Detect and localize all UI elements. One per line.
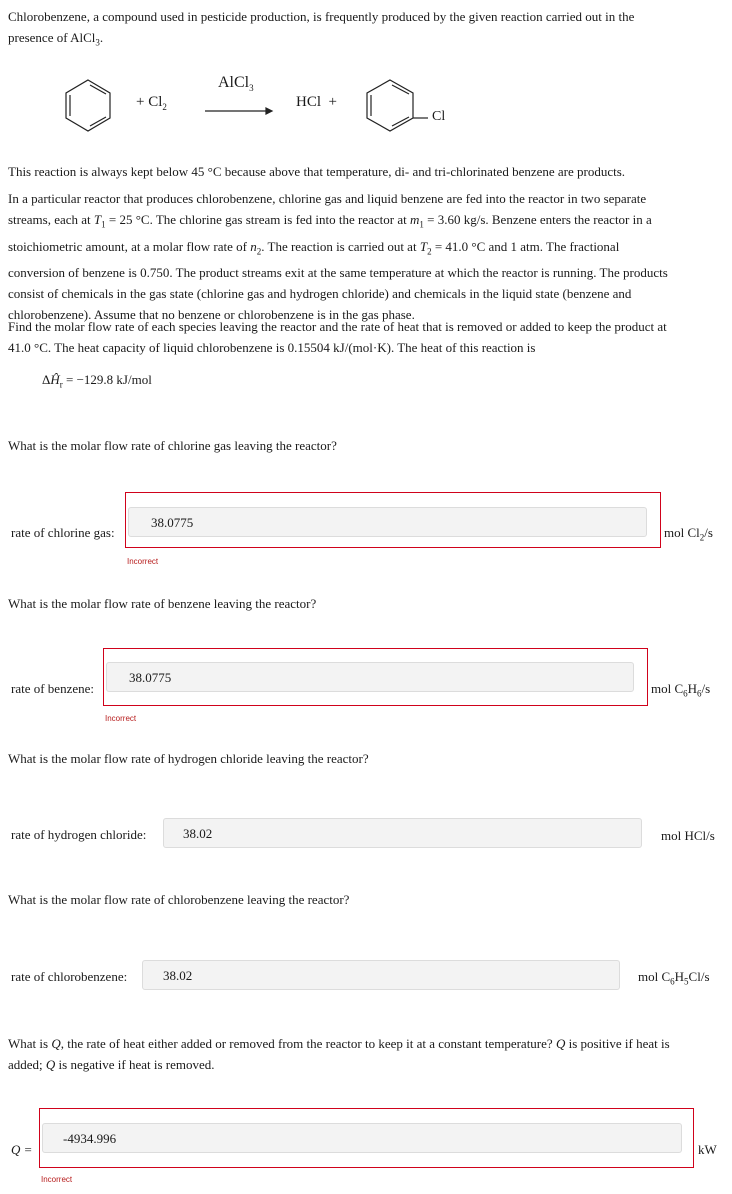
unit-benzene-post: /s [701, 681, 711, 696]
reactant-sub: 2 [162, 102, 167, 112]
benzene-rate-input[interactable]: 38.0775 [106, 662, 634, 692]
intro-line-2: presence of AlCl [8, 30, 96, 45]
unit-heat: kW [698, 1142, 717, 1157]
unit-chlorine-post: /s [704, 525, 713, 540]
temperature-note: This reaction is always kept below 45 °C because above that temperature, di- and tri-chlorinated benzene are products. [8, 164, 626, 179]
problem-line-6: chlorobenzene). Assume that no benzene or chlorobenzene is in the gas phase. [8, 307, 415, 323]
q-text-e: is negative if heat is removed. [55, 1057, 215, 1072]
label-benzene: rate of benzene: [11, 681, 95, 696]
unit-benzene-sub2: 6 [697, 688, 702, 699]
n2-symbol: n [250, 238, 257, 254]
q-symbol: Q [555, 1036, 566, 1051]
q-symbol: Q [51, 1036, 61, 1051]
label-chlorine: rate of chlorine gas: [11, 525, 115, 540]
unit-cb-sub: 6 [670, 976, 675, 987]
problem-line-2b: = 25 °C. The chlorine gas stream is fed into the reactor at [105, 212, 410, 227]
intro-suffix: . [99, 30, 104, 45]
problem-line-4: conversion of benzene is 0.750. The product streams exit at the same temperature at which the reactor is running. The products [8, 265, 668, 281]
unit-benzene-sub: 6 [683, 688, 688, 699]
find-line-2: 41.0 °C. The heat capacity of liquid chlorobenzene is 0.15504 kJ/(mol·K). The heat of this reaction is [8, 340, 536, 355]
problem-line-2c: = 3.60 kg/s. Benzene enters the reactor in a [423, 212, 652, 227]
find-line-1: Find the molar flow rate of each species leaving the reactor and the rate of heat that is removed or added to keep the product at [8, 319, 667, 334]
reaction-drawing [0, 60, 732, 160]
hcl-product: HCl + [296, 94, 337, 110]
intro-line-1: Chlorobenzene, a compound used in pesticide production, is frequently produced by the given reaction carried out in the [8, 9, 635, 24]
problem-paragraph [8, 188, 720, 325]
unit-chlorine [664, 525, 713, 543]
reactant-text: + Cl [136, 94, 163, 110]
label-hcl: rate of hydrogen chloride: [11, 827, 147, 842]
question-chlorine: What is the molar flow rate of chlorine gas leaving the reactor? [8, 438, 337, 453]
heat-rate-input[interactable]: -4934.996 [42, 1123, 682, 1153]
t2-sub: 2 [427, 246, 432, 257]
question-chlorobenzene: What is the molar flow rate of chlorobenzene leaving the reactor? [8, 892, 350, 907]
chlorobenzene-ring-icon [367, 80, 428, 131]
find-paragraph [8, 316, 720, 358]
catalyst-label [218, 74, 254, 93]
problem-line-3a: stoichiometric amount, at a molar flow rate of [8, 238, 251, 254]
status-chlorine: Incorrect [127, 557, 159, 566]
n2-sub: 2 [256, 246, 262, 257]
m1-sub: 1 [419, 219, 424, 230]
chlorine-rate-input[interactable]: 38.0775 [128, 507, 647, 537]
problem-line-3b: . The reaction is carried out at [261, 238, 420, 254]
q-text-c: is positive if heat is [565, 1036, 670, 1051]
r-sub: r [59, 379, 63, 390]
chlorobenzene-rate-input[interactable]: 38.02 [142, 960, 620, 990]
intro-paragraph [8, 6, 720, 54]
problem-line-3c: = 41.0 °C and 1 atm. The fractional [431, 238, 620, 254]
h-hat-symbol: Ĥ [50, 372, 60, 387]
t1-symbol: T [93, 212, 102, 227]
enthalpy-value: = −129.8 kJ/mol [62, 372, 152, 387]
status-benzene: Incorrect [105, 714, 137, 723]
unit-cb-sub2: 5 [684, 976, 689, 987]
unit-chlorobenzene [638, 969, 710, 987]
status-heat: Incorrect [41, 1175, 73, 1184]
q-text-b: , the rate of heat either added or removed from the reactor to keep it at a constant temperature? [60, 1036, 556, 1051]
question-heat [8, 1033, 720, 1075]
unit-chlorine-sub: 2 [699, 532, 705, 543]
unit-hcl: mol HCl/s [661, 828, 715, 843]
t2-symbol: T [419, 238, 428, 254]
problem-line-2a: streams, each at [8, 212, 94, 227]
hcl-rate-input[interactable]: 38.02 [163, 818, 642, 848]
q-text-d: added; [8, 1057, 46, 1072]
label-chlorobenzene: rate of chlorobenzene: [11, 969, 128, 984]
t1-sub: 1 [101, 219, 106, 230]
cl-substituent: Cl [432, 109, 446, 124]
unit-chlorine-pre: mol Cl [664, 525, 700, 540]
m1-symbol: m [409, 212, 420, 227]
unit-benzene [651, 681, 710, 699]
enthalpy-equation: $\Delta Ĥ_r = -129.8$ kJ/mol [42, 372, 152, 390]
intro-sub: 3 [95, 37, 100, 48]
catalyst-text: AlCl [218, 74, 250, 91]
unit-cb-mid: H [674, 969, 685, 984]
problem-line-5: consist of chemicals in the gas state (chlorine gas and hydrogen chloride) and chemicals in the liquid state (benzene and [8, 286, 632, 302]
question-hcl: What is the molar flow rate of hydrogen chloride leaving the reactor? [8, 751, 369, 766]
unit-benzene-pre: mol C [651, 681, 684, 696]
q-text-a: What is [8, 1036, 52, 1051]
catalyst-sub: 3 [249, 83, 254, 94]
q-symbol: Q [45, 1057, 56, 1072]
benzene-ring-icon [66, 80, 110, 131]
unit-benzene-mid: H [687, 681, 698, 696]
chlorine-reactant [136, 94, 167, 112]
arrow-icon [205, 108, 272, 114]
question-benzene: What is the molar flow rate of benzene leaving the reactor? [8, 596, 317, 611]
reaction-scheme [0, 60, 732, 160]
unit-cb-post: Cl/s [688, 969, 710, 984]
label-heat: Q = [11, 1142, 33, 1157]
problem-line-1: In a particular reactor that produces chlorobenzene, chlorine gas and liquid benzene are fed into the reactor in two separate [8, 191, 647, 206]
unit-cb-pre: mol C [638, 969, 671, 984]
